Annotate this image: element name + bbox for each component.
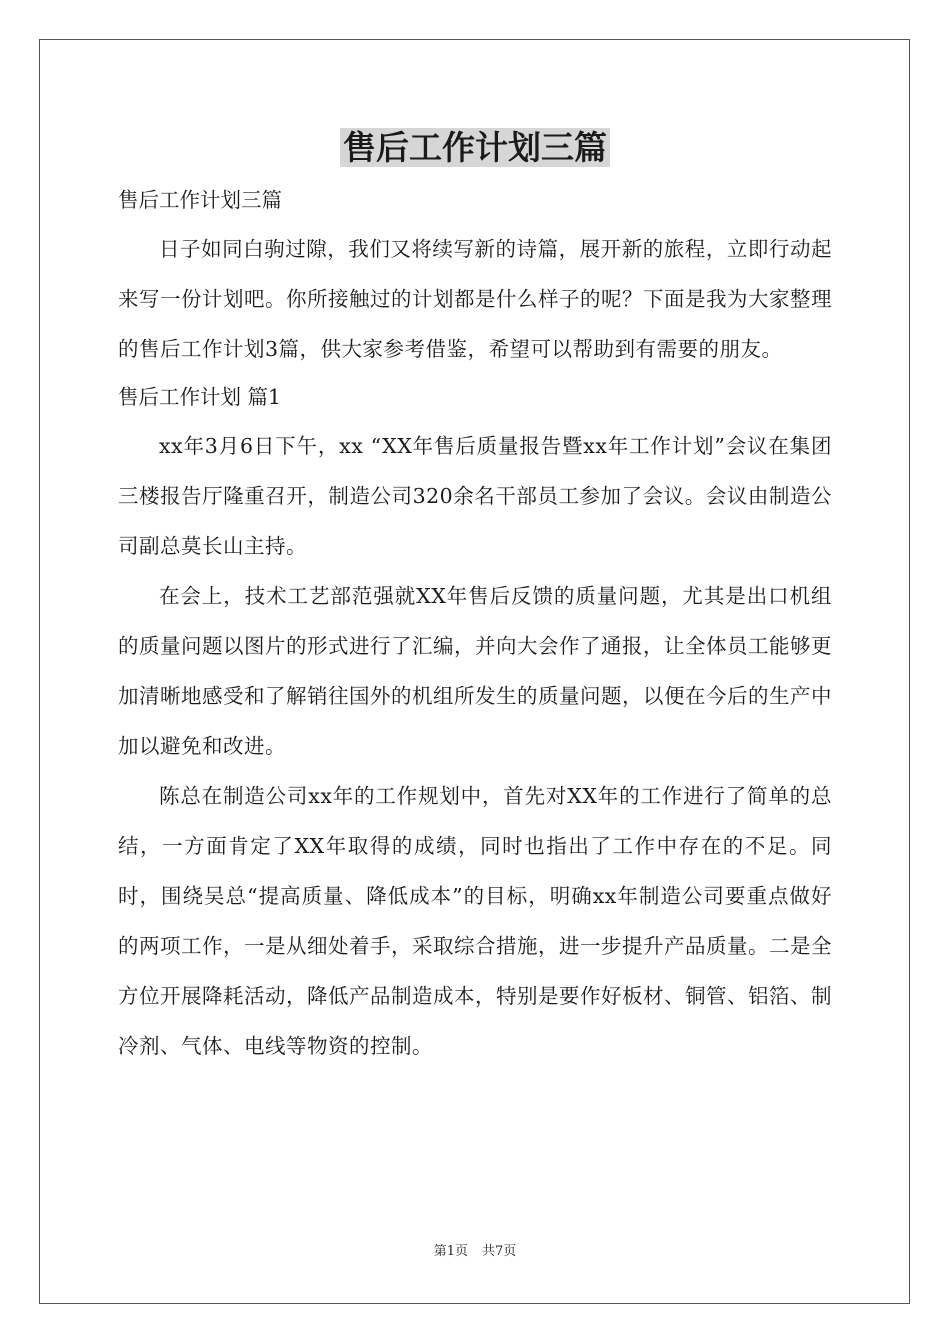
body-paragraph: 陈总在制造公司xx年的工作规划中，首先对XX年的工作进行了简单的总结，一方面肯定了XX年取得的成绩，同时也指出了工作中存在的不足。同时，围绕吴总“提高质量、降低成本”的目标，明确xx年制造公司要重点做好的两项工作，一是从细处着手，采取综合措施，进一步提升产品质量。二是全方位开展降耗活动，降低产品制造成本，特别是要作好板材、铜管、铝箔、制冷剂、气体、电线等物资的控制。 [118, 784, 832, 1058]
document-title [0, 124, 950, 172]
body-paragraph: 在会上，技术工艺部范强就XX年售后反馈的质量问题，尤其是出口机组的质量问题以图片的形式进行了汇编，并向大会作了通报，让全体员工能够更加清晰地感受和了解销往国外的机组所发生的质量问题，以便在今后的生产中加以避免和改进。 [118, 584, 832, 758]
page-footer [0, 1243, 950, 1261]
body-paragraph: xx年3月6日下午，xx “XX年售后质量报告暨xx年工作计划”会议在集团三楼报告厅隆重召开，制造公司320余名干部员工参加了会议。会议由制造公司副总莫长山主持。 [118, 434, 832, 558]
page-number-total: 共7页 [482, 1244, 517, 1259]
document-title-text: 售后工作计划三篇 [340, 128, 610, 167]
document-subtitle: 售后工作计划三篇 [118, 188, 282, 212]
section-heading: 售后工作计划 篇1 [118, 385, 282, 409]
document-body [118, 177, 832, 1071]
page-number-current: 第1页 [433, 1244, 468, 1259]
intro-paragraph: 日子如同白驹过隙，我们又将续写新的诗篇，展开新的旅程，立即行动起来写一份计划吧。你所接触过的计划都是什么样子的呢？下面是我为大家整理的售后工作计划3篇，供大家参考借鉴，希望可以帮助到有需要的朋友。 [118, 237, 832, 361]
